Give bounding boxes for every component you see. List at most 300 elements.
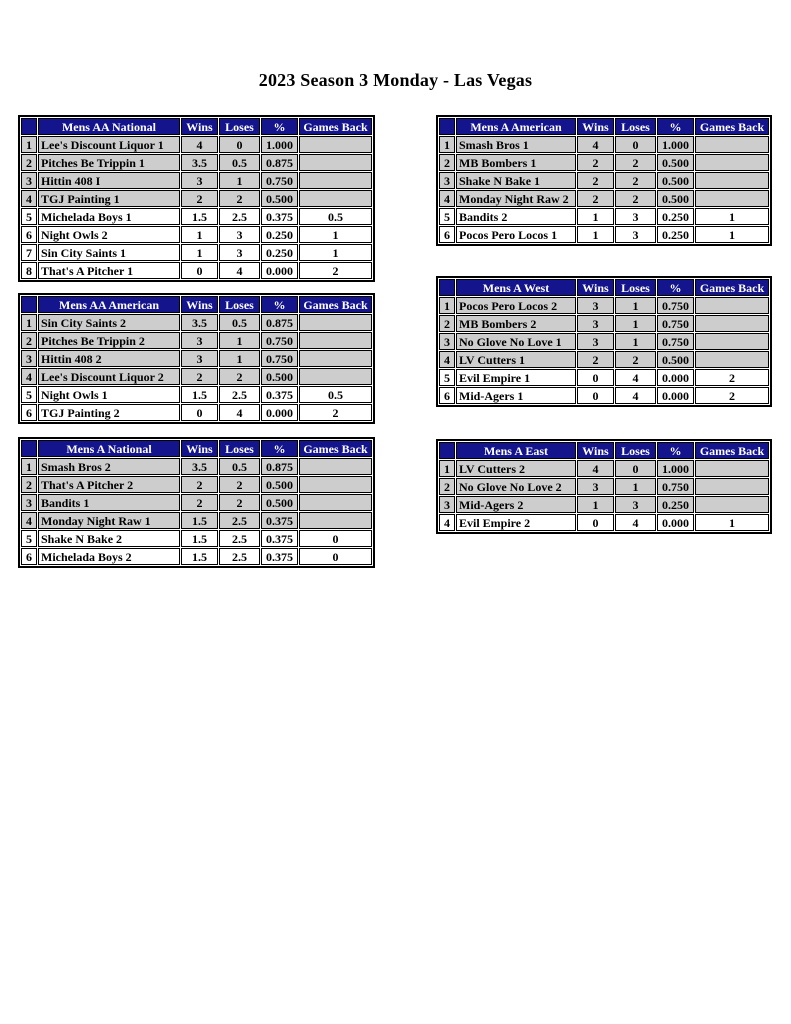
team-name-cell: Sin City Saints 2: [38, 314, 180, 331]
standings-row: [439, 351, 769, 368]
loses-cell: 3: [615, 496, 656, 513]
pct-cell: 0.750: [657, 297, 694, 314]
games-back-cell: [695, 172, 769, 189]
games-back-cell: [299, 314, 372, 331]
loses-cell: 2: [219, 476, 260, 493]
wins-cell: 2: [181, 368, 218, 385]
games-back-cell: 1: [299, 226, 372, 243]
wins-cell: 3.5: [181, 314, 218, 331]
pct-cell: 0.500: [657, 190, 694, 207]
standings-row: [21, 208, 372, 225]
rank-cell: 3: [439, 172, 455, 189]
loses-cell: 1: [615, 478, 656, 495]
rank-cell: 6: [21, 548, 37, 565]
team-name-cell: Bandits 1: [38, 494, 180, 511]
standings-row: [439, 478, 769, 495]
standings-row: [21, 314, 372, 331]
rank-cell: 4: [21, 368, 37, 385]
header-row: [439, 279, 769, 296]
loses-cell: 2.5: [219, 208, 260, 225]
loses-cell: 0: [219, 136, 260, 153]
games-back-cell: [299, 154, 372, 171]
standings-row: [439, 154, 769, 171]
standings-row: [21, 244, 372, 261]
standings-row: [439, 387, 769, 404]
games-back-column-header: Games Back: [299, 440, 372, 457]
standings-row: [439, 136, 769, 153]
rank-column-header: [439, 118, 455, 135]
pct-cell: 0.000: [657, 369, 694, 386]
wins-cell: 0: [577, 387, 614, 404]
wins-cell: 3: [577, 297, 614, 314]
loses-cell: 1: [219, 350, 260, 367]
team-name-cell: Lee's Discount Liquor 2: [38, 368, 180, 385]
rank-cell: 4: [439, 351, 455, 368]
games-back-cell: 0.5: [299, 208, 372, 225]
pct-cell: 0.500: [657, 172, 694, 189]
pct-cell: 0.500: [261, 494, 298, 511]
loses-cell: 3: [219, 244, 260, 261]
pct-cell: 0.250: [657, 208, 694, 225]
standings-table-mens-a-american: [436, 115, 772, 246]
rank-cell: 1: [21, 136, 37, 153]
rank-cell: 1: [439, 297, 455, 314]
team-name-cell: No Glove No Love 1: [456, 333, 576, 350]
pct-cell: 0.500: [657, 351, 694, 368]
pct-cell: 0.000: [657, 387, 694, 404]
team-name-cell: Evil Empire 1: [456, 369, 576, 386]
games-back-cell: [299, 136, 372, 153]
loses-column-header: Loses: [219, 118, 260, 135]
wins-cell: 2: [181, 494, 218, 511]
team-name-cell: Smash Bros 2: [38, 458, 180, 475]
loses-cell: 2.5: [219, 530, 260, 547]
pct-cell: 0.875: [261, 314, 298, 331]
standings-row: [439, 514, 769, 531]
rank-cell: 4: [21, 190, 37, 207]
standings-row: [21, 386, 372, 403]
header-row: [439, 442, 769, 459]
games-back-cell: [299, 368, 372, 385]
wins-cell: 3: [181, 332, 218, 349]
rank-cell: 5: [21, 208, 37, 225]
standings-row: [439, 315, 769, 332]
pct-column-header: %: [261, 440, 298, 457]
games-back-column-header: Games Back: [695, 279, 769, 296]
games-back-cell: 1: [695, 208, 769, 225]
loses-cell: 0.5: [219, 154, 260, 171]
loses-column-header: Loses: [615, 279, 656, 296]
division-name-header: Mens AA American: [38, 296, 180, 313]
games-back-cell: [299, 172, 372, 189]
loses-cell: 2.5: [219, 512, 260, 529]
games-back-column-header: Games Back: [299, 118, 372, 135]
pct-column-header: %: [657, 279, 694, 296]
rank-cell: 7: [21, 244, 37, 261]
loses-cell: 2: [219, 190, 260, 207]
pct-cell: 0.250: [657, 226, 694, 243]
loses-cell: 0: [615, 460, 656, 477]
loses-cell: 1: [615, 315, 656, 332]
standings-row: [439, 496, 769, 513]
rank-cell: 2: [439, 478, 455, 495]
team-name-cell: That's A Pitcher 2: [38, 476, 180, 493]
loses-cell: 1: [219, 332, 260, 349]
standings-row: [439, 172, 769, 189]
standings-row: [21, 404, 372, 421]
team-name-cell: No Glove No Love 2: [456, 478, 576, 495]
loses-cell: 3: [615, 208, 656, 225]
standings-row: [21, 226, 372, 243]
pct-cell: 0.750: [657, 333, 694, 350]
games-back-cell: [695, 136, 769, 153]
standings-row: [439, 226, 769, 243]
standings-row: [21, 368, 372, 385]
loses-cell: 4: [219, 404, 260, 421]
pct-column-header: %: [657, 442, 694, 459]
standings-row: [21, 332, 372, 349]
wins-cell: 1: [577, 208, 614, 225]
loses-cell: 4: [615, 369, 656, 386]
rank-column-header: [21, 440, 37, 457]
wins-column-header: Wins: [181, 118, 218, 135]
loses-cell: 2: [615, 172, 656, 189]
games-back-cell: [695, 297, 769, 314]
pct-cell: 0.875: [261, 458, 298, 475]
games-back-cell: [299, 350, 372, 367]
division-name-header: Mens A American: [456, 118, 576, 135]
wins-cell: 3: [577, 333, 614, 350]
standings-row: [439, 460, 769, 477]
standings-row: [439, 208, 769, 225]
standings-row: [21, 172, 372, 189]
standings-row: [21, 494, 372, 511]
standings-row: [21, 458, 372, 475]
rank-cell: 3: [21, 494, 37, 511]
games-back-cell: [695, 478, 769, 495]
rank-cell: 2: [21, 476, 37, 493]
pct-cell: 0.250: [657, 496, 694, 513]
division-name-header: Mens A West: [456, 279, 576, 296]
rank-cell: 3: [439, 333, 455, 350]
pct-cell: 0.000: [261, 404, 298, 421]
team-name-cell: Michelada Boys 2: [38, 548, 180, 565]
pct-cell: 0.375: [261, 548, 298, 565]
team-name-cell: Pitches Be Trippin 2: [38, 332, 180, 349]
rank-cell: 6: [21, 404, 37, 421]
wins-cell: 1: [181, 226, 218, 243]
pct-cell: 0.375: [261, 512, 298, 529]
games-back-cell: [695, 154, 769, 171]
team-name-cell: MB Bombers 2: [456, 315, 576, 332]
standings-row: [21, 154, 372, 171]
pct-cell: 0.500: [261, 476, 298, 493]
loses-column-header: Loses: [615, 442, 656, 459]
pct-cell: 0.250: [261, 226, 298, 243]
rank-cell: 6: [21, 226, 37, 243]
wins-cell: 0: [577, 514, 614, 531]
wins-cell: 1.5: [181, 208, 218, 225]
loses-cell: 0: [615, 136, 656, 153]
loses-cell: 2: [219, 494, 260, 511]
pct-cell: 0.750: [261, 350, 298, 367]
wins-cell: 2: [181, 190, 218, 207]
standings-row: [21, 548, 372, 565]
team-name-cell: Michelada Boys 1: [38, 208, 180, 225]
rank-cell: 4: [439, 190, 455, 207]
wins-column-header: Wins: [577, 442, 614, 459]
rank-cell: 8: [21, 262, 37, 279]
loses-cell: 2: [219, 368, 260, 385]
standings-row: [439, 333, 769, 350]
games-back-cell: 2: [299, 404, 372, 421]
pct-cell: 0.750: [261, 332, 298, 349]
standings-table-mens-a-west: [436, 276, 772, 407]
games-back-cell: [695, 190, 769, 207]
team-name-cell: Night Owls 2: [38, 226, 180, 243]
team-name-cell: MB Bombers 1: [456, 154, 576, 171]
rank-column-header: [21, 118, 37, 135]
games-back-column-header: Games Back: [695, 118, 769, 135]
pct-cell: 0.250: [261, 244, 298, 261]
wins-cell: 2: [577, 154, 614, 171]
games-back-cell: 2: [695, 369, 769, 386]
rank-cell: 5: [21, 386, 37, 403]
loses-cell: 4: [219, 262, 260, 279]
wins-cell: 3.5: [181, 154, 218, 171]
rank-cell: 6: [439, 387, 455, 404]
loses-cell: 0.5: [219, 314, 260, 331]
games-back-cell: [299, 476, 372, 493]
wins-column-header: Wins: [181, 296, 218, 313]
games-back-cell: [299, 190, 372, 207]
loses-cell: 1: [615, 297, 656, 314]
pct-cell: 1.000: [657, 136, 694, 153]
wins-cell: 3: [577, 315, 614, 332]
rank-cell: 3: [439, 496, 455, 513]
games-back-column-header: Games Back: [299, 296, 372, 313]
team-name-cell: Mid-Agers 1: [456, 387, 576, 404]
wins-cell: 2: [577, 351, 614, 368]
header-row: [21, 296, 372, 313]
team-name-cell: Monday Night Raw 1: [38, 512, 180, 529]
header-row: [439, 118, 769, 135]
wins-cell: 3: [181, 350, 218, 367]
team-name-cell: TGJ Painting 1: [38, 190, 180, 207]
standings-row: [21, 190, 372, 207]
rank-cell: 4: [439, 514, 455, 531]
pct-cell: 0.500: [261, 190, 298, 207]
pct-column-header: %: [261, 296, 298, 313]
loses-cell: 4: [615, 514, 656, 531]
games-back-cell: 2: [695, 387, 769, 404]
team-name-cell: LV Cutters 1: [456, 351, 576, 368]
pct-cell: 0.375: [261, 208, 298, 225]
standings-table-mens-a-east: [436, 439, 772, 534]
pct-cell: 0.000: [261, 262, 298, 279]
standings-row: [21, 350, 372, 367]
wins-cell: 1: [181, 244, 218, 261]
games-back-cell: [299, 332, 372, 349]
wins-cell: 1: [577, 226, 614, 243]
standings-row: [21, 136, 372, 153]
rank-cell: 3: [21, 172, 37, 189]
loses-cell: 4: [615, 387, 656, 404]
team-name-cell: Lee's Discount Liquor 1: [38, 136, 180, 153]
pct-cell: 1.000: [657, 460, 694, 477]
rank-cell: 6: [439, 226, 455, 243]
wins-cell: 1.5: [181, 512, 218, 529]
header-row: [21, 118, 372, 135]
games-back-cell: 1: [695, 226, 769, 243]
rank-cell: 5: [21, 530, 37, 547]
rank-cell: 1: [439, 136, 455, 153]
games-back-cell: 1: [695, 514, 769, 531]
rank-cell: 2: [439, 154, 455, 171]
wins-cell: 3.5: [181, 458, 218, 475]
loses-column-header: Loses: [615, 118, 656, 135]
team-name-cell: Pitches Be Trippin 1: [38, 154, 180, 171]
wins-cell: 4: [577, 136, 614, 153]
games-back-cell: [299, 494, 372, 511]
wins-cell: 1.5: [181, 386, 218, 403]
wins-cell: 2: [577, 190, 614, 207]
team-name-cell: Sin City Saints 1: [38, 244, 180, 261]
wins-column-header: Wins: [577, 279, 614, 296]
team-name-cell: Monday Night Raw 2: [456, 190, 576, 207]
wins-cell: 3: [181, 172, 218, 189]
wins-cell: 3: [577, 478, 614, 495]
division-name-header: Mens AA National: [38, 118, 180, 135]
division-name-header: Mens A East: [456, 442, 576, 459]
loses-cell: 2: [615, 351, 656, 368]
loses-cell: 2.5: [219, 386, 260, 403]
pct-cell: 0.875: [261, 154, 298, 171]
loses-column-header: Loses: [219, 440, 260, 457]
pct-column-header: %: [261, 118, 298, 135]
rank-cell: 4: [21, 512, 37, 529]
rank-cell: 5: [439, 369, 455, 386]
wins-cell: 4: [577, 460, 614, 477]
games-back-cell: [695, 333, 769, 350]
page-title: 2023 Season 3 Monday - Las Vegas: [258, 70, 533, 90]
pct-cell: 0.750: [261, 172, 298, 189]
pct-cell: 0.000: [657, 514, 694, 531]
standings-row: [21, 530, 372, 547]
games-back-cell: [299, 458, 372, 475]
pct-cell: 0.375: [261, 530, 298, 547]
wins-cell: 1: [577, 496, 614, 513]
wins-cell: 1.5: [181, 548, 218, 565]
pct-cell: 0.750: [657, 315, 694, 332]
team-name-cell: LV Cutters 2: [456, 460, 576, 477]
rank-cell: 5: [439, 208, 455, 225]
standings-row: [21, 476, 372, 493]
games-back-cell: [695, 351, 769, 368]
team-name-cell: Bandits 2: [456, 208, 576, 225]
rank-cell: 1: [21, 314, 37, 331]
loses-cell: 3: [615, 226, 656, 243]
pct-cell: 0.375: [261, 386, 298, 403]
standings-right-column: [436, 115, 772, 534]
team-name-cell: Evil Empire 2: [456, 514, 576, 531]
standings-table-mens-a-national: [18, 437, 375, 568]
wins-cell: 0: [181, 404, 218, 421]
loses-cell: 0.5: [219, 458, 260, 475]
games-back-column-header: Games Back: [695, 442, 769, 459]
wins-cell: 2: [577, 172, 614, 189]
wins-cell: 1.5: [181, 530, 218, 547]
pct-column-header: %: [657, 118, 694, 135]
standings-left-column: [18, 115, 375, 568]
games-back-cell: 2: [299, 262, 372, 279]
standings-table-mens-aa-national: [18, 115, 375, 282]
loses-cell: 2: [615, 154, 656, 171]
rank-column-header: [439, 279, 455, 296]
rank-cell: 1: [21, 458, 37, 475]
header-row: [21, 440, 372, 457]
team-name-cell: TGJ Painting 2: [38, 404, 180, 421]
team-name-cell: That's A Pitcher 1: [38, 262, 180, 279]
rank-cell: 2: [439, 315, 455, 332]
wins-cell: 0: [577, 369, 614, 386]
wins-cell: 4: [181, 136, 218, 153]
team-name-cell: Mid-Agers 2: [456, 496, 576, 513]
team-name-cell: Smash Bros 1: [456, 136, 576, 153]
team-name-cell: Pocos Pero Locos 1: [456, 226, 576, 243]
loses-cell: 1: [615, 333, 656, 350]
standings-table-mens-aa-american: [18, 293, 375, 424]
games-back-cell: [695, 496, 769, 513]
games-back-cell: 1: [299, 244, 372, 261]
rank-cell: 2: [21, 332, 37, 349]
games-back-cell: [695, 315, 769, 332]
loses-column-header: Loses: [219, 296, 260, 313]
rank-cell: 2: [21, 154, 37, 171]
pct-cell: 0.500: [261, 368, 298, 385]
rank-cell: 3: [21, 350, 37, 367]
games-back-cell: 0: [299, 548, 372, 565]
loses-cell: 1: [219, 172, 260, 189]
rank-column-header: [439, 442, 455, 459]
wins-cell: 0: [181, 262, 218, 279]
standings-row: [439, 369, 769, 386]
standings-row: [439, 297, 769, 314]
pct-cell: 0.750: [657, 478, 694, 495]
loses-cell: 2: [615, 190, 656, 207]
standings-row: [21, 262, 372, 279]
pct-cell: 1.000: [261, 136, 298, 153]
team-name-cell: Hittin 408 I: [38, 172, 180, 189]
wins-cell: 2: [181, 476, 218, 493]
team-name-cell: Shake N Bake 1: [456, 172, 576, 189]
games-back-cell: [299, 512, 372, 529]
games-back-cell: 0.5: [299, 386, 372, 403]
rank-cell: 1: [439, 460, 455, 477]
team-name-cell: Pocos Pero Locos 2: [456, 297, 576, 314]
team-name-cell: Shake N Bake 2: [38, 530, 180, 547]
wins-column-header: Wins: [577, 118, 614, 135]
wins-column-header: Wins: [181, 440, 218, 457]
pct-cell: 0.500: [657, 154, 694, 171]
standings-row: [21, 512, 372, 529]
team-name-cell: Hittin 408 2: [38, 350, 180, 367]
loses-cell: 2.5: [219, 548, 260, 565]
games-back-cell: 0: [299, 530, 372, 547]
standings-row: [439, 190, 769, 207]
games-back-cell: [695, 460, 769, 477]
team-name-cell: Night Owls 1: [38, 386, 180, 403]
